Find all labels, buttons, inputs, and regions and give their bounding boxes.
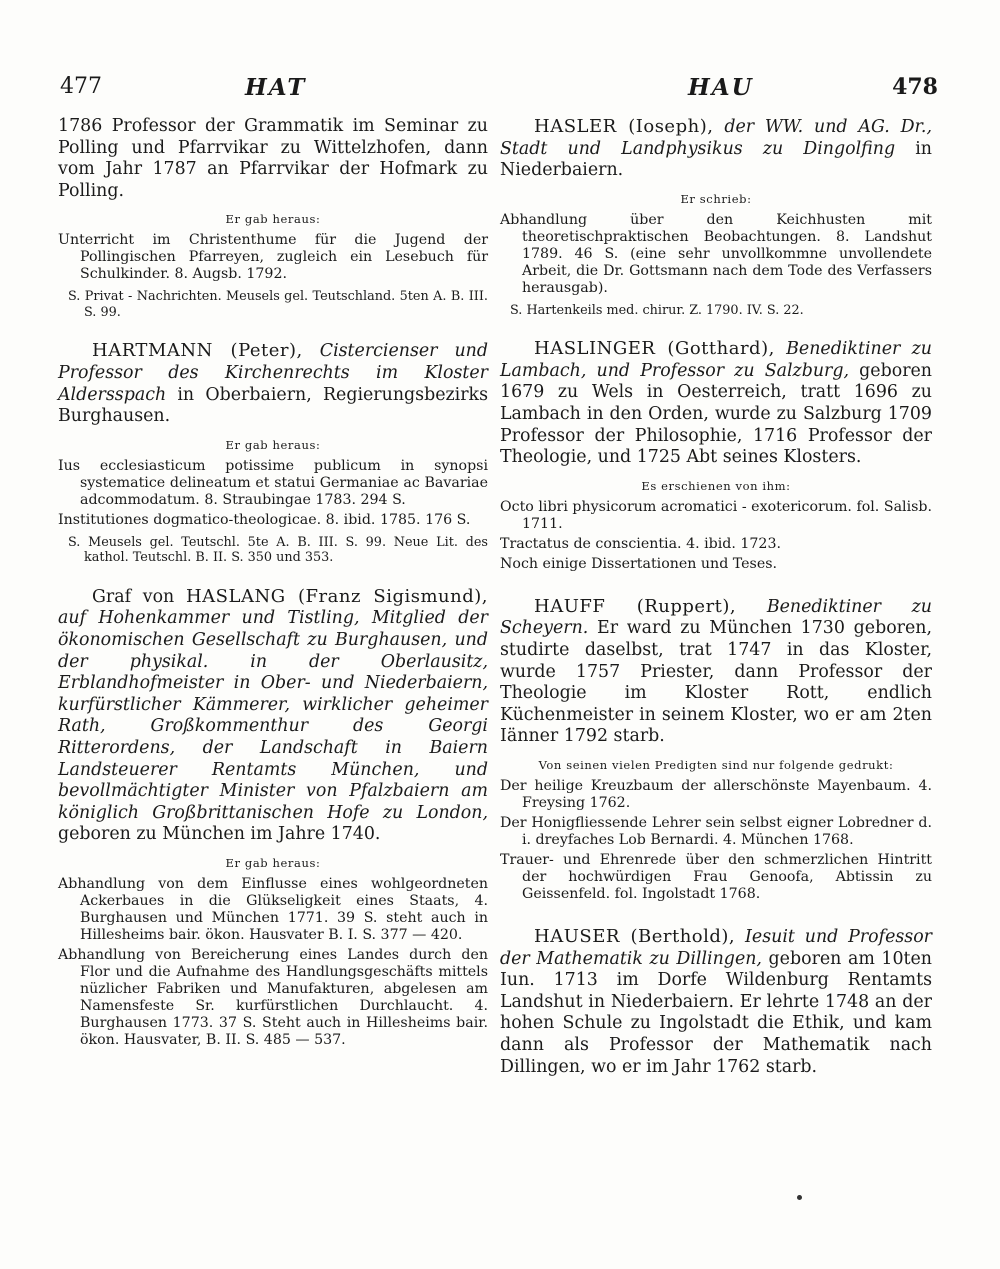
running-title-left: HAT xyxy=(245,74,307,101)
entry-text: Er ward zu München 1730 geboren, studirte daselbst, trat 1747 in das Kloster, wurde 1757 Priester, dann Professor der Theologie im Kloster Rott, endlich Küchenmeister in seinem Kloster, wo er am 2ten Iänner 1792 starb. xyxy=(500,618,933,747)
left-column xyxy=(58,116,488,1052)
work-citation: Abhandlung von Bereicherung eines Landes durch den Flor und die Aufnahme des Handlungsgeschäfts mittels nüzlicher Fabriken und Manufakturen, abgelesen am Namensfeste Sr. kurfürstlichen Durchlaucht. 4. Burghausen 1773. 37 S. Steht auch in Hillesheims bair. ökon. Hausvater, B. II. S. 485 — 537. xyxy=(58,946,488,1048)
entry-role: Benediktiner zu Lambach, und Professor zu Salzburg, xyxy=(500,339,932,381)
entry-name: HASLER (Ioseph), xyxy=(534,116,714,137)
section-subheading: Er gab heraus: xyxy=(225,855,321,870)
section-subheading: Er gab heraus: xyxy=(225,212,321,227)
entry-hasler xyxy=(500,116,932,182)
work-citation: Der heilige Kreuzbaum der allerschönste Mayenbaum. 4. Freysing 1762. xyxy=(500,778,932,811)
work-citation: Institutiones dogmatico-theologicae. 8. ibid. 1785. 176 S. xyxy=(58,511,471,528)
entry-name: HARTMANN (Peter), xyxy=(92,340,303,362)
entry-name: HAUSER (Berthold), xyxy=(534,926,736,947)
work-citation: Trauer- und Ehrenrede über den schmerzlichen Hintritt der hochwürdigen Frau Genoofa, Abtissin zu Geissenfeld. fol. Ingolstadt 1768. xyxy=(500,852,932,902)
entry-name: HAUFF (Ruppert), xyxy=(534,595,737,617)
page-number-left: 477 xyxy=(60,74,102,99)
reference-note: S. Hartenkeils med. chirur. Z. 1790. IV. S. 22. xyxy=(510,302,804,318)
entry-text: geboren am 10ten Iun. 1713 im Dorfe Wildenburg Rentamts Landshut in Niederbaiern. Er lehrte 1748 an der hohen Schule zu Ingolstadt die Ethik, und kam dann als Professor der Mathematik nach Dillingen, wo er im Jahr 1762 starb. xyxy=(500,948,932,1077)
entry-haslinger xyxy=(500,338,932,469)
section-subheading: Von seinen vielen Predigten sind nur folgende gedrukt: xyxy=(538,758,894,772)
reference-note: S. Privat - Nachrichten. Meusels gel. Teutschland. 5ten A. B. III. S. 99. xyxy=(68,289,488,320)
entry-role: auf Hohenkammer und Tistling, Mitglied der ökonomischen Gesellschaft zu Burghausen, und der physikal. in der Oberlausitz, Erblandhofmeister in Ober- und Niederbaiern, kurfürstlicher Kämmerer, wirklicher geheimer Rath, Großkommenthur des Georgi Ritterordens, der Landschaft in Baiern Landsteuerer Rentamts München, und bevollmächtigter Minister von Pfalzbaiern am königlich Großbrittanischen Hofe zu London, xyxy=(58,608,488,823)
entry-text: geboren zu München im Jahre 1740. xyxy=(58,824,381,845)
section-subheading: Er schrieb: xyxy=(680,191,752,206)
section-subheading: Er gab heraus: xyxy=(225,437,321,452)
entry-haslang xyxy=(58,586,488,846)
entry-hauser xyxy=(500,926,932,1078)
entry-hartmann xyxy=(58,340,488,427)
section-subheading: Es erschienen von ihm: xyxy=(641,478,791,493)
entry-role: der WW. und AG. Dr., Stadt und Landphysikus zu Dingolfing xyxy=(500,117,932,159)
work-citation: Tractatus de conscientia. 4. ibid. 1723. xyxy=(500,535,781,552)
work-citation: Noch einige Dissertationen und Teses. xyxy=(500,555,778,572)
continued-entry-text: 1786 Professor der Grammatik im Seminar zu Polling und Pfarrvikar zu Wittelzhofen, dann vom Jahr 1787 an Pfarrvikar der Hofmark zu Polling. xyxy=(58,116,488,201)
entry-text: in Niederbaiern. xyxy=(500,138,932,181)
entry-name: HASLANG (Franz Sigismund), xyxy=(185,585,488,607)
entry-text: geboren 1679 zu Wels in Oesterreich, tratt 1696 zu Lambach in den Orden, wurde zu Salzburg 1709 Professor der Philosophie, 1716 Professor der Theologie, und 1725 Abt seines Klosters. xyxy=(500,360,933,468)
entry-role: Iesuit und Professor der Mathematik zu Dillingen, xyxy=(500,927,932,969)
entry-role: Cistercienser und Professor des Kirchenrechts im Kloster Aldersspach xyxy=(58,341,488,405)
entry-role: Benediktiner zu Scheyern. xyxy=(500,596,933,639)
entry-text: in Oberbaiern, Regierungsbezirks Burghausen. xyxy=(58,384,489,427)
running-title-right: HAU xyxy=(688,74,754,101)
work-citation: Octo libri physicorum acromatici - exotericorum. fol. Salisb. 1711. xyxy=(500,498,932,532)
work-citation: Der Honigfliessende Lehrer sein selbst eigner Lobredner d. i. dreyfaches Lob Bernardi. 4. München 1768. xyxy=(500,815,932,848)
page-number-right: 478 xyxy=(892,74,938,100)
entry-hauff xyxy=(500,596,932,748)
work-citation: Abhandlung über den Keichhusten mit theoretischpraktischen Beobachtungen. 8. Landshut 1789. 46 S. (eine sehr unvollkommne unvollendete Arbeit, die Dr. Gottsmann nach dem Tode des Verfassers herausgab). xyxy=(500,211,932,296)
entry-prefix: Graf von xyxy=(92,586,175,607)
work-citation: Unterricht im Christenthume für die Jugend der Pollingischen Pfarreyen, zugleich ein Lesebuch für Schulkinder. 8. Augsb. 1792. xyxy=(58,232,488,283)
entry-name: HASLINGER (Gotthard), xyxy=(534,338,775,360)
reference-note: S. Meusels gel. Teutschl. 5te A. B. III. S. 99. Neue Lit. des kathol. Teutschl. B. II. S. 350 und 353. xyxy=(68,534,488,566)
work-citation: Abhandlung von dem Einflusse eines wohlgeordneten Ackerbaues in die Glükseligkeit eines Staats, 4. Burghausen und München 1771. 39 S. steht auch in Hillesheims bair. ökon. Hausvater B. I. S. 377 — 420. xyxy=(58,875,488,943)
right-column xyxy=(500,116,932,1078)
ink-dot xyxy=(797,1195,802,1200)
work-citation: Ius ecclesiasticum potissime publicum in synopsi systematice delineatum et statui Germaniae ac Bavariae adcommodatum. 8. Straubingae 1783. 294 S. xyxy=(58,457,488,508)
